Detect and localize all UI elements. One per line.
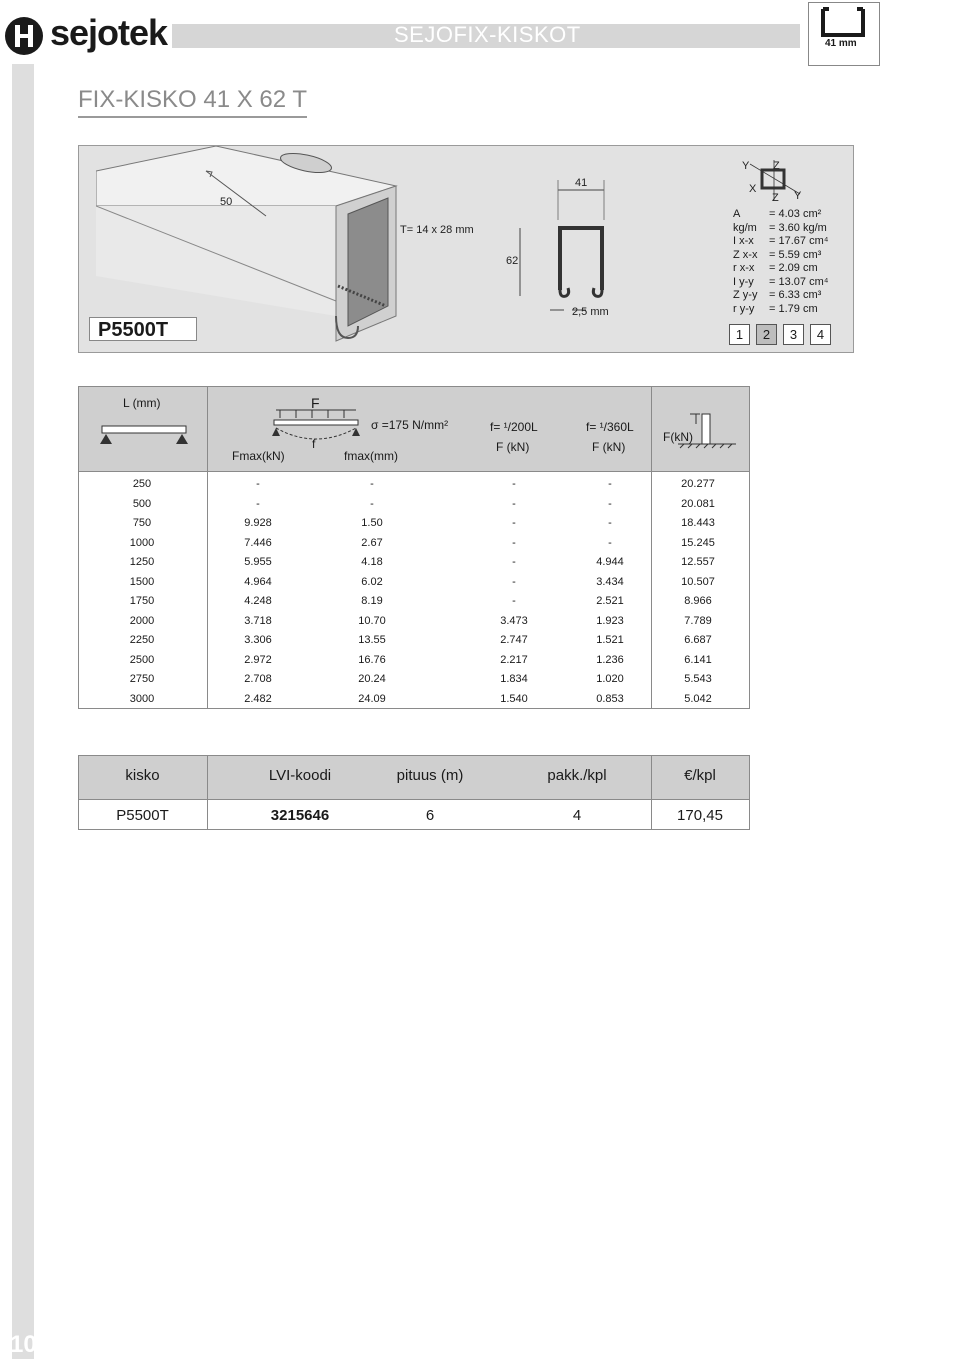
option-3: 3	[783, 324, 804, 345]
page-title: FIX-KISKO 41 X 62 T	[78, 86, 307, 118]
property-row: I x-x = 17.67 cm⁴	[733, 235, 829, 247]
table-row: 750 9.928 1.50 - - 18.443	[132, 517, 715, 529]
table-row: 2000 3.718 10.70 3.473 1.923 7.789	[129, 614, 712, 627]
order-cell-price: 170,45	[677, 807, 723, 824]
badge-label: 41 mm	[825, 38, 857, 49]
col-divider	[207, 755, 208, 830]
header-fmax-kn: Fmax(kN)	[232, 449, 285, 463]
header-length: L (mm)	[123, 396, 161, 410]
order-header-pack: pakk./kpl	[547, 767, 607, 784]
mount-options	[729, 324, 831, 345]
order-header-lvi: LVI-koodi	[268, 767, 332, 784]
header-f360: f= ¹/360L	[586, 420, 634, 434]
header-fkn: F(kN)	[663, 430, 693, 444]
header-f200-unit: F (kN)	[496, 440, 530, 454]
table-row: 2250 3.306 13.55 2.747 1.521 6.687	[129, 634, 712, 646]
distributed-load-icon	[270, 408, 362, 450]
cantilever-icon	[676, 410, 738, 450]
axis-z-top: Z	[773, 160, 780, 172]
property-row: A = 4.03 cm²	[733, 208, 822, 220]
property-row: Z y-y = 6.33 cm³	[733, 289, 822, 301]
property-row: I y-y = 13.07 cm⁴	[733, 275, 829, 288]
order-cell-kisko: P5500T	[116, 807, 169, 824]
slot-size-label: T= 14 x 28 mm	[400, 224, 474, 236]
order-cell-lvi: 3215646	[270, 807, 330, 824]
table-row: 1500 4.964 6.02 - 3.434 10.507	[129, 575, 715, 588]
property-row: Z x-x = 5.59 cm³	[733, 248, 822, 261]
sejotek-logo-icon	[4, 16, 44, 56]
order-cell-pack: 4	[572, 807, 582, 824]
axis-y-bottom: Y	[794, 190, 802, 202]
beam-supports-icon	[96, 420, 192, 450]
header-fmax-mm: fmax(mm)	[344, 449, 398, 463]
axis-x: X	[749, 183, 757, 195]
dim-50-label: 50	[220, 196, 233, 208]
property-row: r x-x = 2.09 cm	[733, 262, 818, 274]
dim-41-label: 41	[575, 177, 588, 189]
table-row: 2500 2.972 16.76 2.217 1.236 6.141	[129, 653, 712, 666]
property-row: r y-y = 1.79 cm	[733, 302, 818, 315]
table-row: 500 - - - - 20.081	[132, 497, 715, 510]
section-properties	[733, 208, 828, 316]
table-row: 2750 2.708 20.24 1.834 1.020 5.543	[129, 673, 712, 685]
rail-3d-drawing-icon	[96, 146, 476, 346]
order-header-price: €/kpl	[684, 767, 716, 784]
side-bar	[12, 64, 34, 1359]
dim-62-label: 62	[506, 255, 519, 267]
header-deflection: f	[312, 437, 316, 451]
axis-z-bottom: Z	[772, 192, 779, 204]
option-2-selected: 2	[756, 324, 777, 345]
header-sigma: σ =175 N/mm²	[371, 418, 449, 432]
table-row: 1000 7.446 2.67 - - 15.245	[129, 536, 715, 549]
table-row: 1750 4.248 8.19 - 2.521 8.966	[129, 595, 712, 607]
channel-profile-icon	[809, 3, 879, 43]
header-f360-unit: F (kN)	[592, 440, 626, 454]
option-4: 4	[810, 324, 831, 345]
product-code: P5500T	[89, 317, 197, 341]
header-force: F	[311, 395, 320, 411]
order-cell-length: 6	[425, 807, 435, 824]
table-row: 3000 2.482 24.09 1.540 0.853 5.042	[129, 692, 712, 705]
dim-thickness-label: 2,5 mm	[572, 306, 609, 318]
page-number: 10	[10, 1331, 37, 1358]
section-title: SEJOFIX-KISKOT	[394, 22, 581, 47]
axis-y-top: Y	[742, 160, 750, 172]
brand-name: sejotek	[50, 12, 168, 53]
header-f200: f= ¹/200L	[490, 420, 538, 434]
col-divider	[651, 755, 652, 830]
profile-badge	[808, 2, 880, 66]
table-row: 1250 5.955 4.18 - 4.944 12.557	[129, 556, 715, 568]
table-row: 250 - - - - 20.277	[132, 478, 715, 490]
property-row: kg/m = 3.60 kg/m	[733, 221, 827, 234]
option-1: 1	[729, 324, 750, 345]
order-header-length: pituus (m)	[396, 767, 464, 784]
order-header-kisko: kisko	[125, 767, 160, 784]
